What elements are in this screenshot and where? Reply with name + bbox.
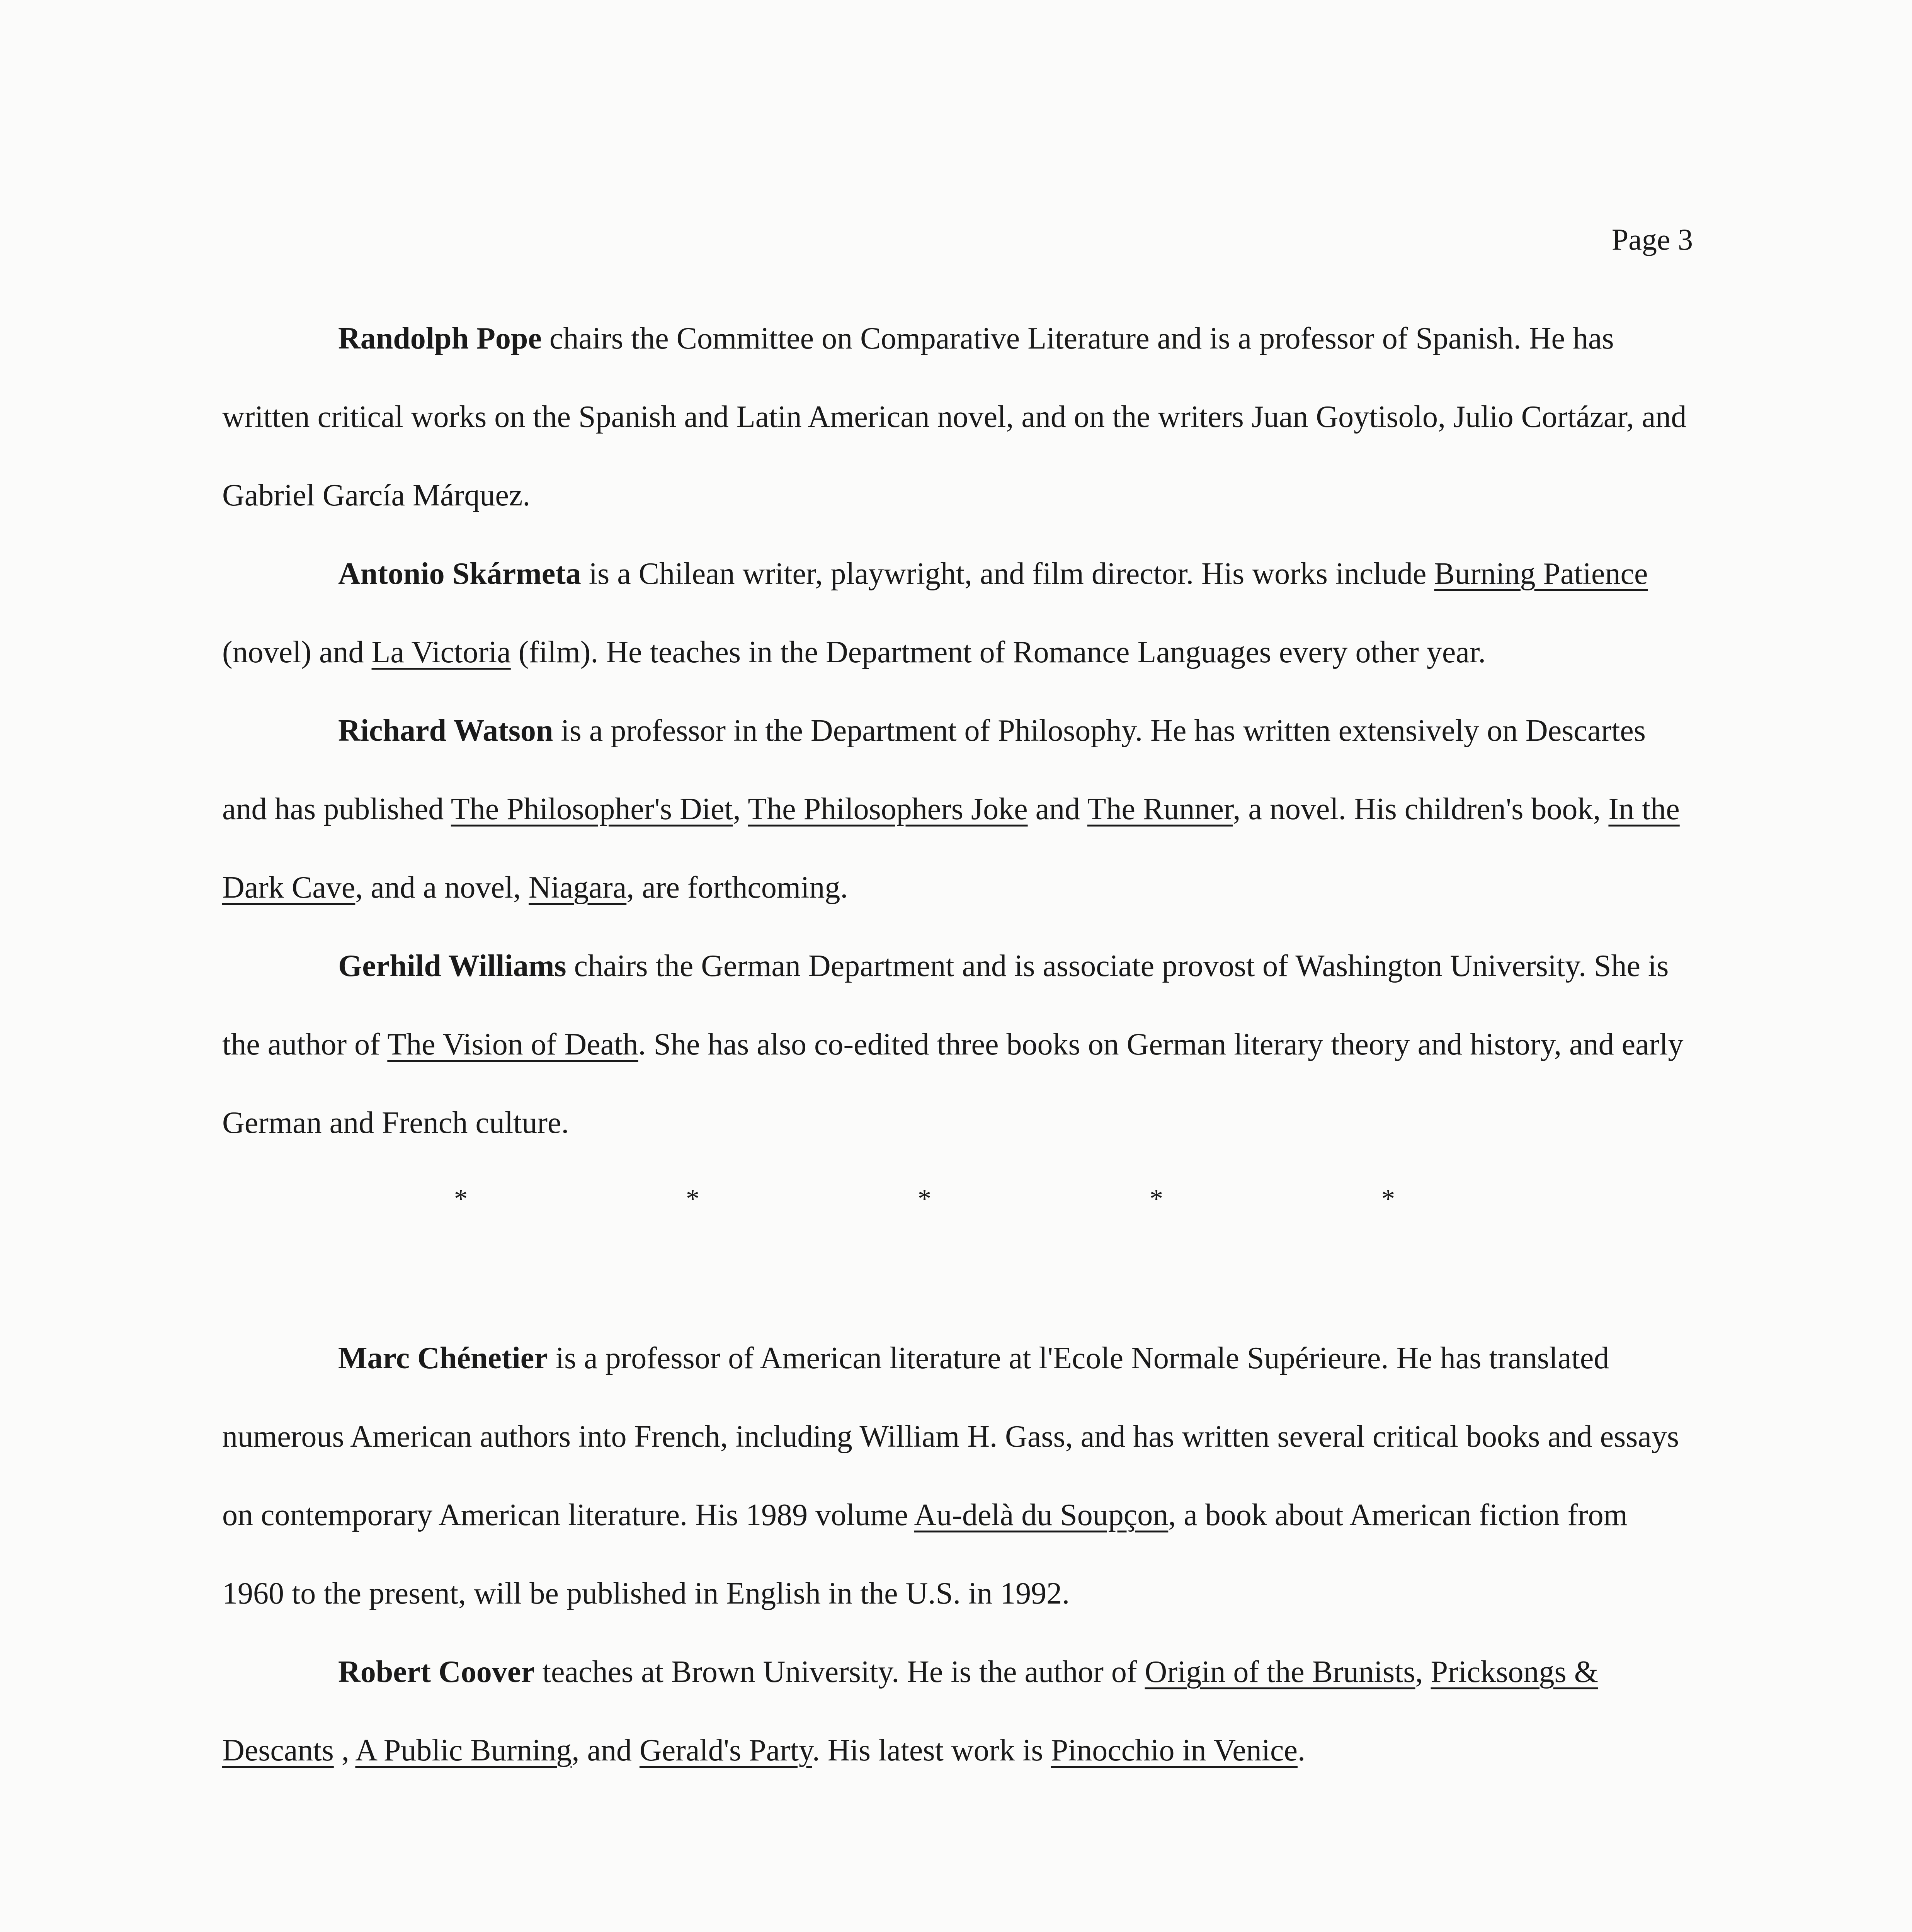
bio-text: , a book about American fiction from 1960 to the present, will be published in English in the U.S. in 1992. [222, 1498, 1628, 1611]
bio-text: . His latest work is [812, 1733, 1051, 1767]
bio-text: . She has also co-edited three books on German literary theory and history, and early German and French culture. [222, 1027, 1684, 1140]
work-title: The Vision of Death [387, 1027, 638, 1061]
bio-name: Gerhild Williams [338, 949, 566, 983]
work-title: Niagara [529, 871, 627, 905]
bio-text: , are forthcoming. [626, 871, 848, 905]
section-separator [222, 1162, 1694, 1319]
bio-text: , and [572, 1733, 640, 1767]
work-title: Burning Patience [1434, 557, 1648, 591]
bio-text: chairs the German Department and is associate provost of Washington University. She is the author of [222, 949, 1669, 1061]
work-title: Origin of the Brunists [1145, 1655, 1415, 1689]
page-number: Page 3 [1611, 223, 1693, 256]
work-title: The Runner [1087, 792, 1233, 826]
bio-text: is a professor in the Department of Philosophy. He has written extensively on Descartes and has published [222, 714, 1646, 826]
separator-star: * [1150, 1184, 1163, 1214]
bio-text: , a novel. His children's book, [1233, 792, 1609, 826]
bio-paragraph [222, 927, 1694, 1162]
bio-text: teaches at Brown University. He is the author of [534, 1655, 1145, 1689]
bio-name: Antonio Skármeta [338, 557, 581, 591]
bio-text: , [1415, 1655, 1431, 1689]
bio-paragraph [222, 1319, 1694, 1633]
bio-text: is a professor of American literature at l'Ecole Normale Supérieure. He has translated numerous American authors into French, including William H. Gass, and has written several critical books and essays on contemporary American literature. His 1989 volume [222, 1341, 1679, 1532]
work-title: Au-delà du Soupçon [914, 1498, 1169, 1532]
bio-text: . [1297, 1733, 1305, 1767]
separator-star: * [918, 1184, 931, 1214]
work-title: Pricksongs & Descants [222, 1655, 1598, 1767]
bio-text: , and a novel, [355, 871, 529, 905]
work-title: Gerald's Party [639, 1733, 812, 1767]
work-title: The Philosophers Joke [748, 792, 1028, 826]
separator-star: * [686, 1184, 699, 1214]
bio-name: Richard Watson [338, 714, 553, 748]
bio-paragraph [222, 1633, 1694, 1790]
bio-paragraph [222, 299, 1694, 535]
work-title: In the Dark Cave [222, 792, 1680, 905]
page-body [222, 299, 1694, 1790]
bio-text: , [733, 792, 748, 826]
bio-text: chairs the Committee on Comparative Literature and is a professor of Spanish. He has written critical works on the Spanish and Latin American novel, and on the writers Juan Goytisolo, Julio Cortázar, and Gabriel García Márquez. [222, 321, 1687, 512]
bio-text: is a Chilean writer, playwright, and film director. His works include [581, 557, 1434, 591]
work-title: La Victoria [371, 635, 511, 669]
bios-section-1 [222, 299, 1694, 1162]
separator-star: * [1381, 1184, 1395, 1214]
bio-name: Randolph Pope [338, 321, 542, 355]
bio-text: , [333, 1733, 356, 1767]
bio-name: Marc Chénetier [338, 1341, 548, 1375]
bio-text: (novel) and [222, 635, 372, 669]
work-title: A Public Burning [355, 1733, 572, 1767]
bio-text: and [1027, 792, 1087, 826]
separator-star: * [454, 1184, 468, 1214]
bio-paragraph [222, 535, 1694, 692]
bio-text: (film). He teaches in the Department of Romance Languages every other year. [510, 635, 1486, 669]
bio-name: Robert Coover [338, 1655, 535, 1689]
bio-paragraph [222, 692, 1694, 927]
bios-section-2 [222, 1319, 1694, 1790]
work-title: The Philosopher's Diet [451, 792, 733, 826]
work-title: Pinocchio in Venice [1051, 1733, 1298, 1767]
